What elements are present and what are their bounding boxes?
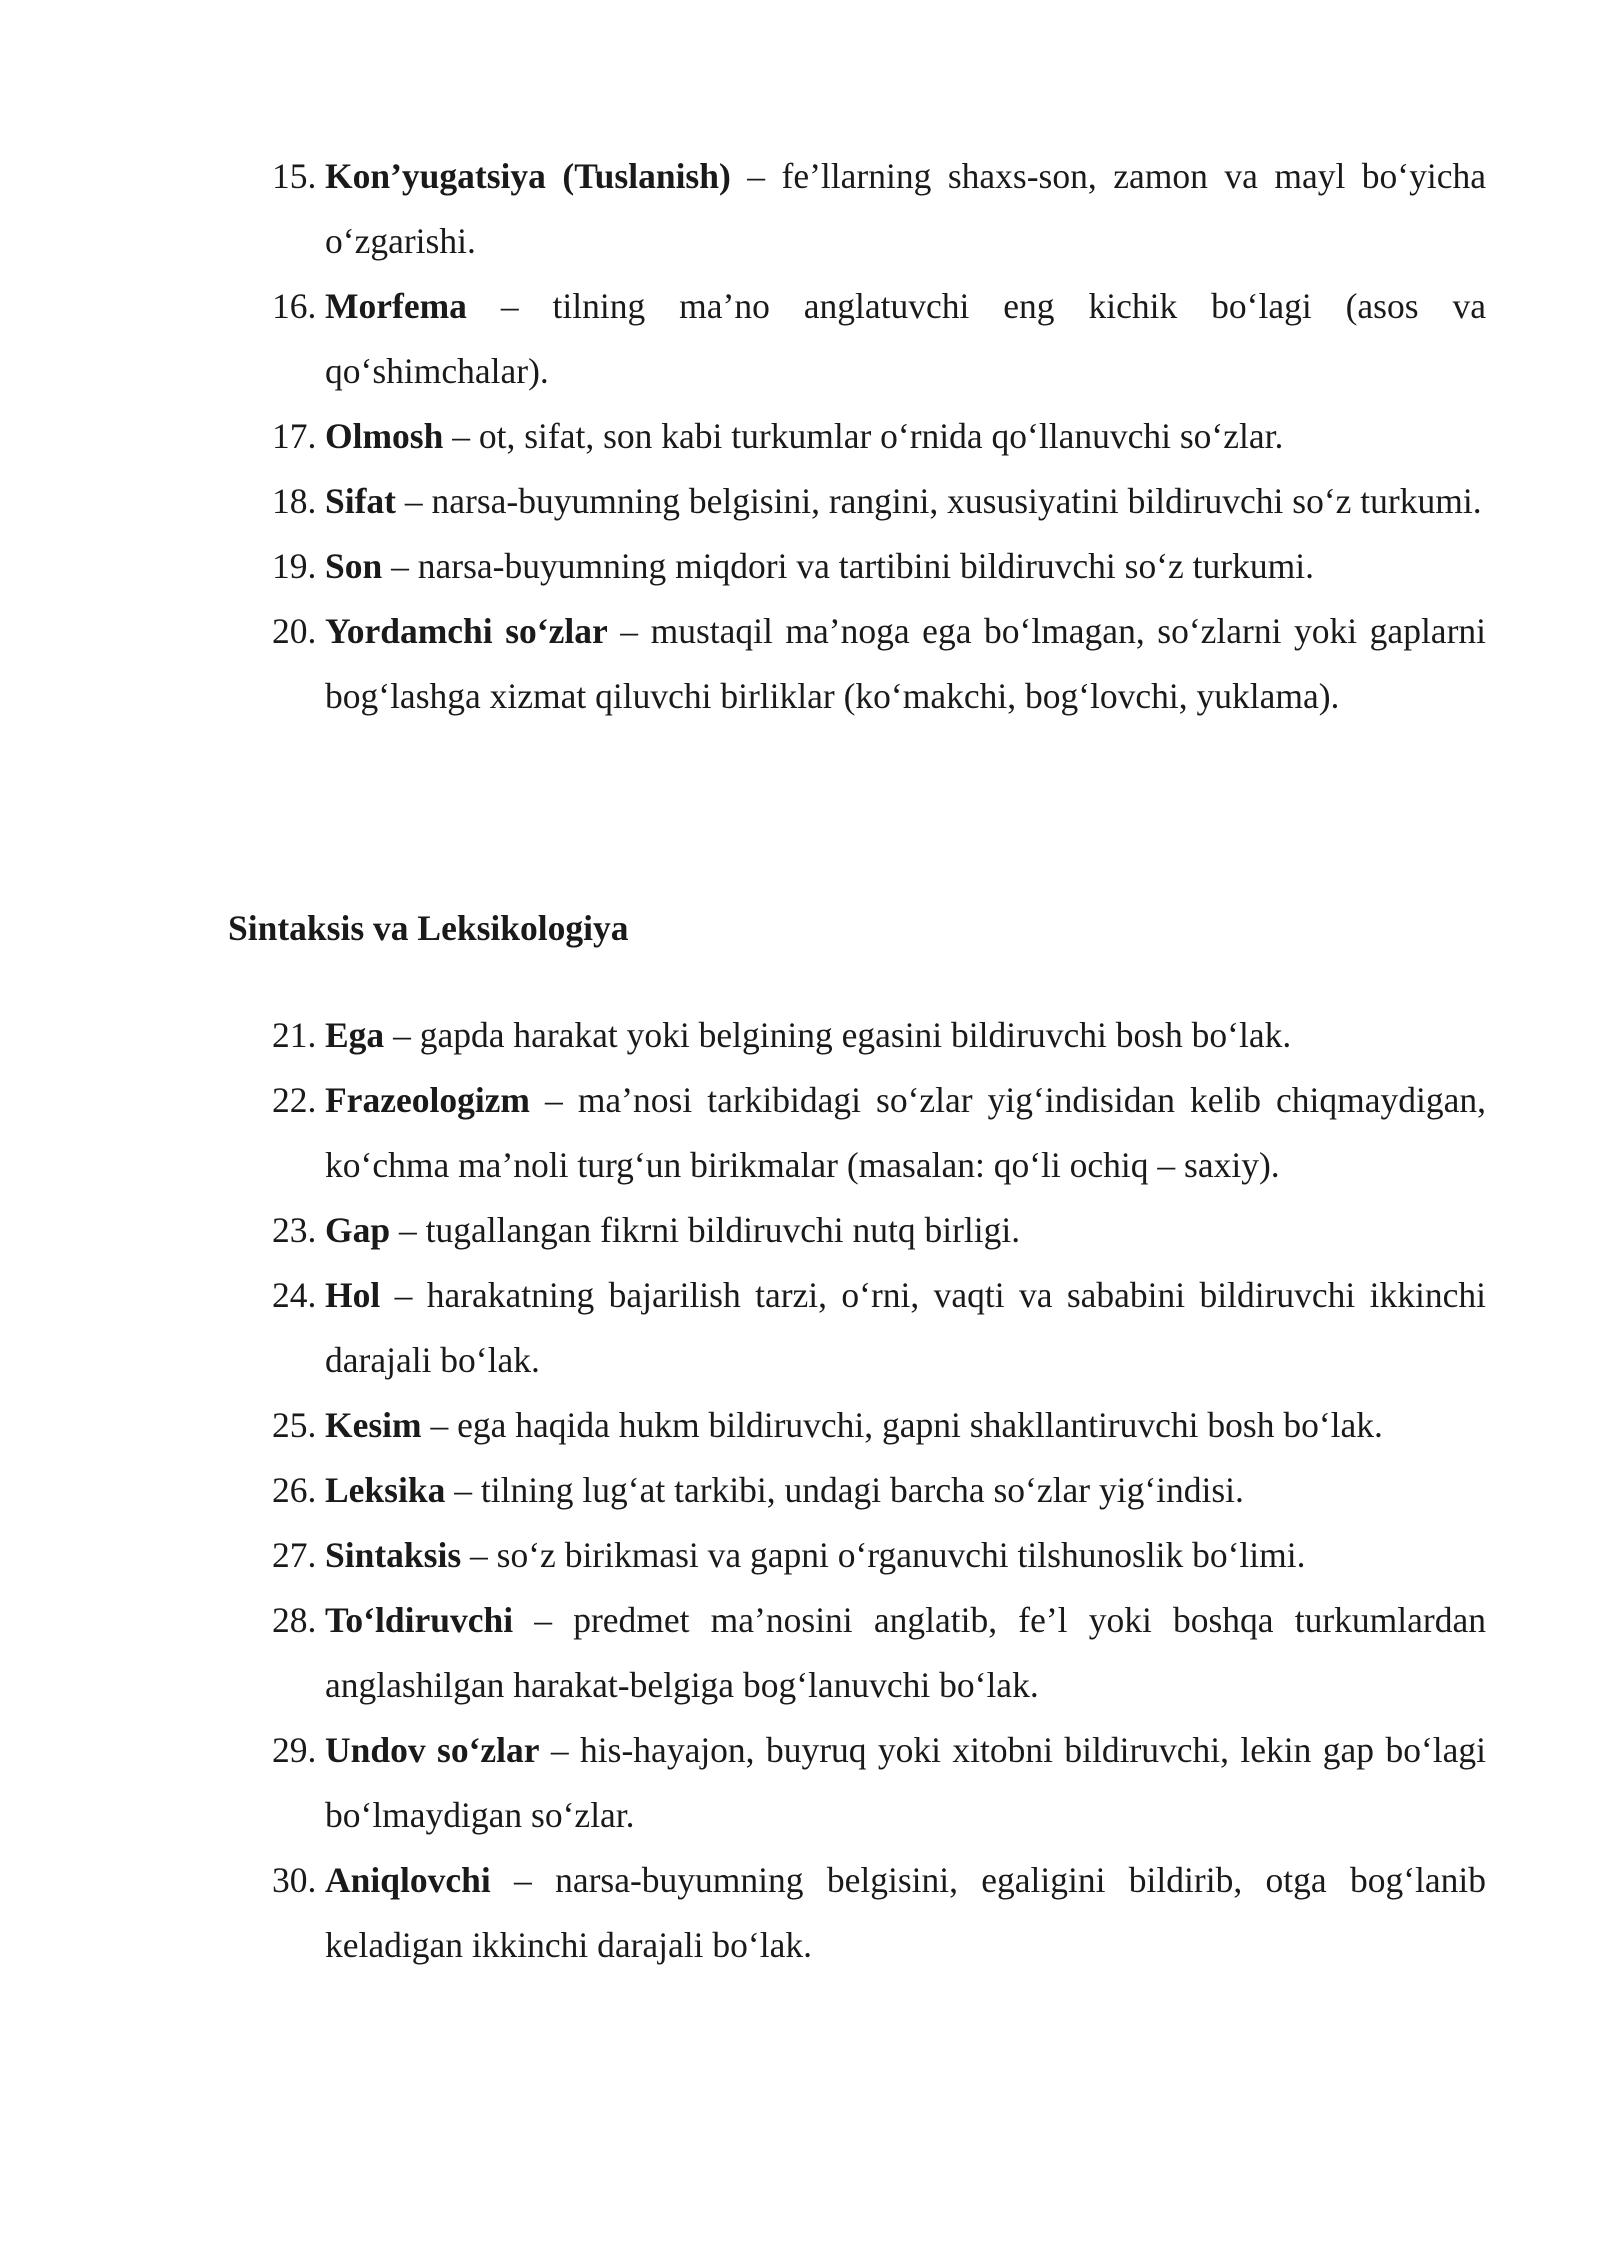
item-definition: – harakatning bajarilish tarzi, o‘rni, vaqti va sababini bildiruvchi ikkinchi darajali bo‘lak.: [325, 1275, 1486, 1380]
list-item: [272, 534, 1486, 599]
item-term: Aniqlovchi: [325, 1860, 491, 1900]
item-number: 22.: [272, 1080, 317, 1120]
list-item: [272, 1458, 1486, 1523]
item-definition: – ot, sifat, son kabi turkumlar o‘rnida qo‘llanuvchi so‘zlar.: [443, 416, 1284, 456]
item-definition: – his-hayajon, buyruq yoki xitobni bildiruvchi, lekin gap bo‘lagi bo‘lmaydigan so‘zlar.: [325, 1730, 1486, 1835]
item-definition: – narsa-buyumning belgisini, rangini, xususiyatini bildiruvchi so‘z turkumi.: [396, 481, 1482, 521]
item-term: Son: [325, 546, 383, 586]
item-number: 29.: [272, 1730, 317, 1770]
item-term: Sintaksis: [325, 1535, 462, 1575]
item-number: 27.: [272, 1535, 317, 1575]
item-number: 15.: [272, 156, 317, 196]
list-item: [272, 1393, 1486, 1458]
list-item: [272, 1523, 1486, 1588]
item-definition: – gapda harakat yoki belgining egasini bildiruvchi bosh bo‘lak.: [384, 1015, 1292, 1055]
item-term: Kon’yugatsiya (Tuslanish): [325, 156, 731, 196]
item-term: Yordamchi so‘zlar: [325, 611, 608, 651]
list-item: [272, 1848, 1486, 1978]
item-number: 21.: [272, 1015, 317, 1055]
item-definition: – tilning ma’no anglatuvchi eng kichik bo‘lagi (asos va qo‘shimchalar).: [325, 286, 1486, 391]
item-number: 28.: [272, 1600, 317, 1640]
list-item: [272, 274, 1486, 404]
item-term: Olmosh: [325, 416, 444, 456]
list-item: [272, 404, 1486, 469]
item-number: 25.: [272, 1405, 317, 1445]
item-number: 24.: [272, 1275, 317, 1315]
list-item: [272, 1068, 1486, 1198]
list-item: [272, 1263, 1486, 1393]
item-definition: – mustaqil ma’noga ega bo‘lmagan, so‘zlarni yoki gaplarni bog‘lashga xizmat qiluvchi birliklar (ko‘makchi, bog‘lovchi, yuklama).: [325, 611, 1486, 716]
item-definition: – ma’nosi tarkibidagi so‘zlar yig‘indisidan kelib chiqmaydigan, ko‘chma ma’noli turg‘un birikmalar (masalan: qo‘li ochiq – saxiy).: [325, 1080, 1486, 1185]
item-term: To‘ldiruvchi: [325, 1600, 514, 1640]
list-item: [272, 599, 1486, 729]
item-term: Frazeologizm: [325, 1080, 531, 1120]
item-term: Leksika: [325, 1470, 446, 1510]
list-item: [272, 1718, 1486, 1848]
item-term: Morfema: [325, 286, 467, 326]
section-heading: Sintaksis va Leksikologiya: [228, 908, 629, 948]
item-term: Ega: [325, 1015, 385, 1055]
item-definition: – tilning lug‘at tarkibi, undagi barcha so‘zlar yig‘indisi.: [445, 1470, 1244, 1510]
item-number: 23.: [272, 1210, 317, 1250]
item-number: 18.: [272, 481, 317, 521]
glossary-list-part2: [272, 1003, 1486, 1978]
list-item: [272, 144, 1486, 274]
list-item: [272, 1003, 1486, 1068]
list-item: [272, 1588, 1486, 1718]
glossary-list-part1: [272, 144, 1486, 729]
item-definition: – so‘z birikmasi va gapni o‘rganuvchi tilshunoslik bo‘limi.: [461, 1535, 1306, 1575]
item-definition: – ega haqida hukm bildiruvchi, gapni shakllantiruvchi bosh bo‘lak.: [421, 1405, 1383, 1445]
item-number: 19.: [272, 546, 317, 586]
item-definition: – fe’llarning shaxs-son, zamon va mayl bo‘yicha o‘zgarishi.: [325, 156, 1486, 261]
item-definition: – narsa-buyumning miqdori va tartibini bildiruvchi so‘z turkumi.: [382, 546, 1314, 586]
item-definition: – narsa-buyumning belgisini, egaligini bildirib, otga bog‘lanib keladigan ikkinchi darajali bo‘lak.: [325, 1860, 1486, 1965]
item-number: 30.: [272, 1860, 317, 1900]
list-item: [272, 1198, 1486, 1263]
item-term: Sifat: [325, 481, 396, 521]
list-item: [272, 469, 1486, 534]
item-number: 26.: [272, 1470, 317, 1510]
item-term: Hol: [325, 1275, 381, 1315]
item-number: 16.: [272, 286, 317, 326]
item-definition: – tugallangan fikrni bildiruvchi nutq birligi.: [390, 1210, 1021, 1250]
item-number: 20.: [272, 611, 317, 651]
item-term: Gap: [325, 1210, 391, 1250]
item-definition: – predmet ma’nosini anglatib, fe’l yoki boshqa turkumlardan anglashilgan harakat-belgiga bog‘lanuvchi bo‘lak.: [325, 1600, 1486, 1705]
item-term: Undov so‘zlar: [325, 1730, 540, 1770]
item-term: Kesim: [325, 1405, 422, 1445]
item-number: 17.: [272, 416, 317, 456]
